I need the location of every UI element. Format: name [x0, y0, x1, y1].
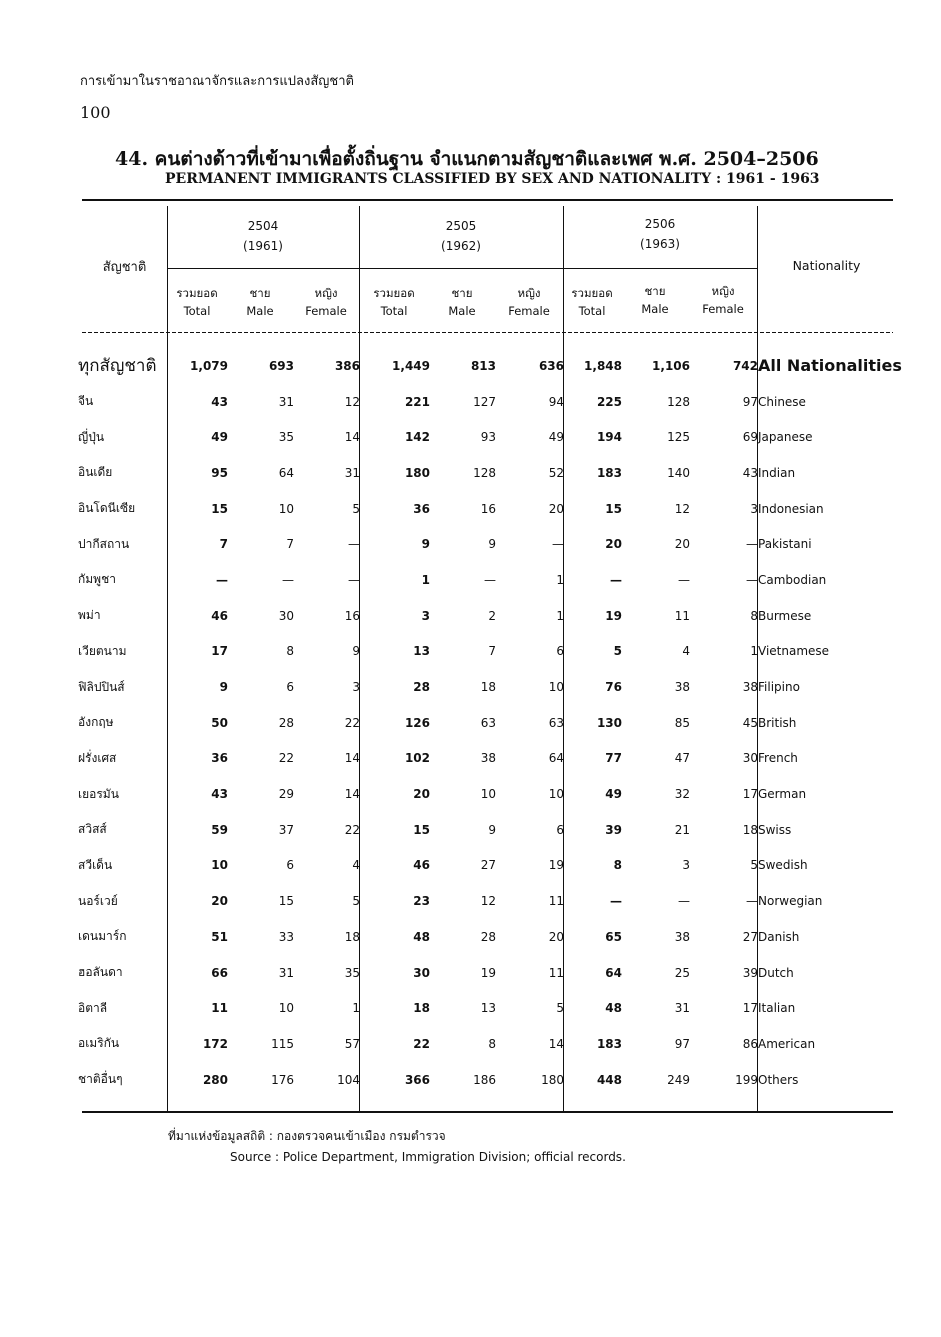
value-cell: 43 [742, 465, 758, 480]
value-cell: 10 [548, 787, 564, 802]
value-cell: 18 [742, 822, 758, 837]
value-cell: 94 [548, 394, 564, 409]
value-cell: 11 [548, 965, 564, 980]
value-cell: 97 [674, 1036, 690, 1051]
value-cell: 2 [488, 608, 496, 623]
value-cell: 126 [404, 715, 430, 730]
nationality-thai-cell: อเมริกัน [78, 1036, 120, 1051]
value-cell: 172 [202, 1036, 228, 1051]
value-cell: 366 [404, 1072, 430, 1087]
value-cell: 18 [480, 680, 496, 695]
value-cell: 30 [413, 965, 430, 980]
table-row [78, 990, 902, 1026]
table-row [78, 741, 902, 777]
value-cell: 33 [278, 929, 294, 944]
nationality-thai-cell: เยอรมัน [78, 786, 119, 801]
source-note-thai: ที่มาแห่งข้อมูลสถิติ : กองตรวจคนเข้าเมือง กรมตำรวจ [168, 1129, 446, 1143]
value-cell: 43 [211, 787, 228, 802]
nationality-thai-cell: สวิสส์ [78, 822, 107, 837]
value-cell: 22 [278, 751, 294, 766]
value-cell: 1 [556, 608, 564, 623]
value-cell: 23 [413, 894, 430, 909]
female-header: หญิง Female [508, 286, 550, 319]
value-cell: 15 [211, 501, 228, 516]
year-header-rule [168, 268, 758, 269]
value-cell: 28 [480, 929, 496, 944]
value-cell: 38 [674, 929, 690, 944]
value-cell: 10 [480, 787, 496, 802]
value-cell: 14 [548, 1036, 564, 1051]
total-header: รวมยอด Total [176, 286, 218, 319]
value-cell: 64 [278, 465, 294, 480]
value-cell: 6 [286, 858, 294, 873]
value-cell: 1 [556, 572, 564, 587]
table-row [78, 598, 902, 634]
value-cell: 225 [596, 394, 622, 409]
nationality-english-cell: Indonesian [758, 501, 824, 516]
value-cell: 59 [211, 822, 228, 837]
value-cell: 180 [404, 465, 430, 480]
nationality-english-cell: Japanese [758, 430, 813, 445]
value-cell: 10 [278, 501, 294, 516]
value-cell: 5 [352, 894, 360, 909]
table-bottom-rule [82, 1111, 893, 1113]
value-cell: 46 [211, 608, 228, 623]
nationality-english-cell: British [758, 715, 797, 730]
header-bottom-rule [82, 332, 893, 333]
year-ce: (1963) [640, 236, 680, 251]
value-cell: 813 [470, 358, 496, 373]
value-cell: 27 [742, 929, 758, 944]
value-cell: 12 [674, 501, 690, 516]
value-cell: 45 [742, 715, 758, 730]
value-cell: 86 [742, 1036, 758, 1051]
value-cell: 95 [211, 465, 228, 480]
value-cell: 63 [480, 715, 496, 730]
value-cell: 19 [480, 965, 496, 980]
value-cell: 5 [556, 1001, 564, 1016]
value-cell: 64 [548, 751, 564, 766]
nationality-thai-cell: เดนมาร์ก [78, 929, 127, 944]
value-cell: 142 [404, 430, 430, 445]
value-cell: 3 [682, 858, 690, 873]
value-cell: 194 [596, 430, 622, 445]
value-cell: 38 [674, 680, 690, 695]
value-cell: 3 [750, 501, 758, 516]
value-cell: 11 [674, 608, 690, 623]
value-cell: 39 [742, 965, 758, 980]
value-cell: 65 [605, 929, 622, 944]
value-cell: 8 [286, 644, 294, 659]
value-cell: 12 [344, 394, 360, 409]
value-cell: 20 [548, 501, 564, 516]
value-cell: 186 [473, 1072, 496, 1087]
male-header: ชาย Male [246, 286, 274, 319]
value-cell: 102 [404, 751, 430, 766]
value-cell: 38 [480, 751, 496, 766]
value-cell: 636 [538, 358, 564, 373]
value-cell: 20 [605, 537, 622, 552]
year-2506-header [563, 215, 757, 255]
value-cell: 36 [413, 501, 430, 516]
value-cell: 22 [344, 822, 360, 837]
value-cell: 4 [682, 644, 690, 659]
value-cell: 38 [742, 680, 758, 695]
value-cell: 11 [211, 1001, 228, 1016]
value-cell: 22 [344, 715, 360, 730]
value-cell: 127 [473, 394, 496, 409]
nationality-english-cell: Cambodian [758, 572, 827, 587]
value-cell: 125 [667, 430, 690, 445]
value-cell: 221 [404, 394, 430, 409]
value-cell: 140 [667, 465, 690, 480]
nationality-english-cell: Italian [758, 1001, 796, 1016]
value-cell: 31 [674, 1001, 690, 1016]
value-cell: 57 [344, 1036, 360, 1051]
value-cell: 183 [596, 465, 622, 480]
value-cell: 97 [742, 394, 758, 409]
nationality-thai-cell: อินเดีย [78, 465, 113, 480]
nationality-english-cell: French [758, 751, 798, 766]
nationality-english-header: Nationality [792, 258, 861, 273]
value-cell: 1,848 [584, 358, 622, 373]
value-cell: — [348, 537, 360, 552]
total-header: รวมยอด Total [571, 286, 613, 319]
value-cell: 280 [202, 1072, 228, 1087]
table-row [78, 1062, 902, 1098]
value-cell: 15 [278, 894, 294, 909]
value-cell: 1 [750, 644, 758, 659]
nationality-english-cell: Norwegian [758, 894, 823, 909]
value-cell: 31 [344, 465, 360, 480]
nationality-thai-cell: พม่า [78, 608, 101, 623]
value-cell: 51 [211, 929, 228, 944]
value-cell: 69 [742, 430, 758, 445]
value-cell: 183 [596, 1036, 622, 1051]
value-cell: 15 [413, 822, 430, 837]
value-cell: 5 [613, 644, 622, 659]
value-cell: 64 [605, 965, 622, 980]
value-cell: 15 [605, 501, 622, 516]
value-cell: — [216, 572, 228, 587]
table-row [78, 955, 902, 991]
value-cell: 49 [605, 787, 622, 802]
nationality-english-cell: Burmese [758, 608, 812, 623]
value-cell: 11 [548, 894, 564, 909]
value-cell: 18 [413, 1001, 430, 1016]
nationality-thai-cell: อังกฤษ [78, 715, 114, 730]
value-cell: 50 [211, 715, 228, 730]
value-cell: 27 [480, 858, 496, 873]
table-body [78, 348, 902, 1097]
table-row [78, 419, 902, 455]
table-row [78, 776, 902, 812]
source-note-english: Source : Police Department, Immigration Division; official records. [230, 1150, 626, 1164]
value-cell: 9 [219, 680, 228, 695]
nationality-thai-cell: ญี่ปุ่น [78, 429, 105, 444]
table-row [78, 455, 902, 491]
female-header: หญิง Female [702, 284, 744, 317]
value-cell: — [678, 894, 690, 909]
nationality-english-cell: Filipino [758, 680, 800, 695]
nationality-english-cell: Dutch [758, 965, 794, 980]
value-cell: 32 [674, 787, 690, 802]
value-cell: 20 [211, 894, 228, 909]
value-cell: 10 [278, 1001, 294, 1016]
value-cell: 9 [352, 644, 360, 659]
value-cell: 3 [421, 608, 430, 623]
value-cell: 7 [286, 537, 294, 552]
value-cell: 104 [337, 1072, 360, 1087]
value-cell: 1 [421, 572, 430, 587]
table-row [78, 812, 902, 848]
value-cell: 20 [674, 537, 690, 552]
value-cell: 5 [352, 501, 360, 516]
value-cell: 17 [742, 787, 758, 802]
value-cell: 8 [613, 858, 622, 873]
value-cell: 6 [556, 644, 564, 659]
table-title-thai: 44. คนต่างด้าวที่เข้ามาเพื่อตั้งถิ่นฐาน จำแนกตามสัญชาติและเพศ พ.ศ. 2504–2506 [115, 148, 819, 170]
nationality-thai-cell: ฮอลันดา [78, 965, 123, 980]
year-ce: (1962) [441, 238, 481, 253]
value-cell: — [610, 894, 622, 909]
value-cell: 693 [268, 358, 294, 373]
page-number: 100 [80, 103, 111, 122]
value-cell: 180 [541, 1072, 564, 1087]
value-cell: — [678, 572, 690, 587]
value-cell: 31 [278, 965, 294, 980]
value-cell: 128 [667, 394, 690, 409]
nationality-english-cell: Chinese [758, 394, 806, 409]
value-cell: 128 [473, 465, 496, 480]
nationality-english-cell: Swedish [758, 858, 808, 873]
value-cell: 6 [556, 822, 564, 837]
value-cell: 10 [211, 858, 228, 873]
value-cell: 1,449 [392, 358, 430, 373]
year-2504-header [167, 217, 359, 257]
value-cell: 12 [480, 894, 496, 909]
value-cell: — [746, 537, 758, 552]
nationality-english-cell: Vietnamese [758, 644, 830, 659]
value-cell: 249 [667, 1072, 690, 1087]
table-row [78, 1026, 902, 1062]
table-row [78, 634, 902, 670]
value-cell: 1 [352, 1001, 360, 1016]
nationality-english-cell: Danish [758, 929, 800, 944]
value-cell: — [484, 572, 496, 587]
value-cell: 48 [605, 1001, 622, 1016]
value-cell: 9 [421, 537, 430, 552]
nationality-english-cell: German [758, 787, 807, 802]
table-top-rule [82, 199, 893, 201]
value-cell: — [282, 572, 294, 587]
value-cell: 130 [596, 715, 622, 730]
value-cell: 31 [278, 394, 294, 409]
value-cell: — [348, 572, 360, 587]
value-cell: 49 [548, 430, 564, 445]
value-cell: 199 [735, 1072, 758, 1087]
male-header: ชาย Male [448, 286, 476, 319]
value-cell: — [552, 537, 564, 552]
nationality-thai-cell: ปากีสถาน [78, 536, 130, 551]
value-cell: 386 [334, 358, 360, 373]
value-cell: 22 [413, 1036, 430, 1051]
value-cell: 30 [742, 751, 758, 766]
value-cell: 13 [413, 644, 430, 659]
value-cell: 36 [211, 751, 228, 766]
value-cell: 17 [211, 644, 228, 659]
value-cell: 7 [219, 537, 228, 552]
nationality-english-cell: All Nationalities [758, 356, 902, 376]
nationality-thai-cell: ทุกสัญชาติ [78, 356, 157, 377]
nationality-thai-cell: ชาติอื่นๆ [78, 1072, 123, 1087]
value-cell: 176 [271, 1072, 294, 1087]
value-cell: 19 [548, 858, 564, 873]
value-cell: 17 [742, 1001, 758, 1016]
nationality-thai-cell: อินโดนีเซีย [78, 501, 136, 516]
value-cell: 46 [413, 858, 430, 873]
year-be: 2504 [247, 219, 279, 233]
value-cell: 9 [488, 537, 496, 552]
value-cell: 1,079 [190, 358, 228, 373]
value-cell: 16 [480, 501, 496, 516]
nationality-thai-cell: กัมพูชา [78, 572, 116, 587]
nationality-thai-cell: สวีเด็น [78, 857, 113, 872]
value-cell: 7 [488, 644, 496, 659]
value-cell: 6 [286, 680, 294, 695]
value-cell: 30 [278, 608, 294, 623]
nationality-english-cell: Pakistani [758, 537, 812, 552]
value-cell: 28 [413, 680, 430, 695]
nationality-thai-cell: เวียตนาม [78, 643, 127, 658]
year-2505-header [359, 217, 563, 257]
table-title-english: PERMANENT IMMIGRANTS CLASSIFIED BY SEX AND NATIONALITY : 1961 - 1963 [165, 171, 820, 187]
table-row-all [78, 348, 902, 384]
value-cell: — [746, 894, 758, 909]
table-row [78, 919, 902, 955]
value-cell: 77 [605, 751, 622, 766]
value-cell: 3 [352, 680, 360, 695]
nationality-english-cell: Others [758, 1072, 799, 1087]
total-header: รวมยอด Total [373, 286, 415, 319]
table-row [78, 669, 902, 705]
value-cell: 66 [211, 965, 228, 980]
value-cell: 43 [211, 394, 228, 409]
running-header: การเข้ามาในราชอาณาจักรและการแปลงสัญชาติ [80, 74, 354, 89]
value-cell: 9 [488, 822, 496, 837]
nationality-english-cell: American [758, 1036, 816, 1051]
value-cell: 49 [211, 430, 228, 445]
value-cell: 10 [548, 680, 564, 695]
value-cell: — [610, 572, 622, 587]
nationality-thai-cell: อิตาลี [78, 1000, 108, 1015]
value-cell: 28 [278, 715, 294, 730]
value-cell: 18 [344, 929, 360, 944]
value-cell: 1,106 [652, 358, 690, 373]
value-cell: 19 [605, 608, 622, 623]
nationality-english-cell: Swiss [758, 822, 792, 837]
value-cell: 13 [480, 1001, 496, 1016]
value-cell: 21 [674, 822, 690, 837]
value-cell: 448 [596, 1072, 622, 1087]
nationality-thai-cell: ฝรั่งเศส [78, 750, 117, 765]
female-header: หญิง Female [305, 286, 347, 319]
nationality-thai-cell: จีน [78, 394, 94, 409]
table-row [78, 848, 902, 884]
value-cell: 5 [750, 858, 758, 873]
value-cell: 25 [674, 965, 690, 980]
year-ce: (1961) [243, 238, 283, 253]
value-cell: 35 [344, 965, 360, 980]
value-cell: 39 [605, 822, 622, 837]
value-cell: 14 [344, 751, 360, 766]
year-be: 2505 [445, 219, 477, 233]
table-row [78, 384, 902, 420]
nationality-thai-cell: ฟิลิปปินส์ [78, 679, 125, 694]
value-cell: 37 [278, 822, 294, 837]
nationality-english-cell: Indian [758, 465, 796, 480]
value-cell: 48 [413, 929, 430, 944]
value-cell: 52 [548, 465, 564, 480]
year-be: 2506 [644, 217, 676, 231]
value-cell: 29 [278, 787, 294, 802]
immigrants-table [78, 348, 902, 1097]
value-cell: 76 [605, 680, 622, 695]
value-cell: 20 [413, 787, 430, 802]
value-cell: 742 [732, 358, 758, 373]
value-cell: 20 [548, 929, 564, 944]
value-cell: — [746, 572, 758, 587]
value-cell: 4 [352, 858, 360, 873]
nationality-thai-cell: นอร์เวย์ [78, 893, 118, 908]
table-row [78, 883, 902, 919]
value-cell: 14 [344, 787, 360, 802]
value-cell: 16 [344, 608, 360, 623]
male-header: ชาย Male [641, 284, 669, 317]
table-row [78, 491, 902, 527]
value-cell: 8 [488, 1036, 496, 1051]
table-row [78, 705, 902, 741]
table-row [78, 526, 902, 562]
value-cell: 14 [344, 430, 360, 445]
table-row [78, 562, 902, 598]
nationality-thai-header: สัญชาติ [102, 260, 147, 275]
value-cell: 8 [750, 608, 758, 623]
value-cell: 93 [480, 430, 496, 445]
value-cell: 47 [674, 751, 690, 766]
value-cell: 115 [271, 1036, 294, 1051]
value-cell: 85 [674, 715, 690, 730]
value-cell: 63 [548, 715, 564, 730]
value-cell: 35 [278, 430, 294, 445]
